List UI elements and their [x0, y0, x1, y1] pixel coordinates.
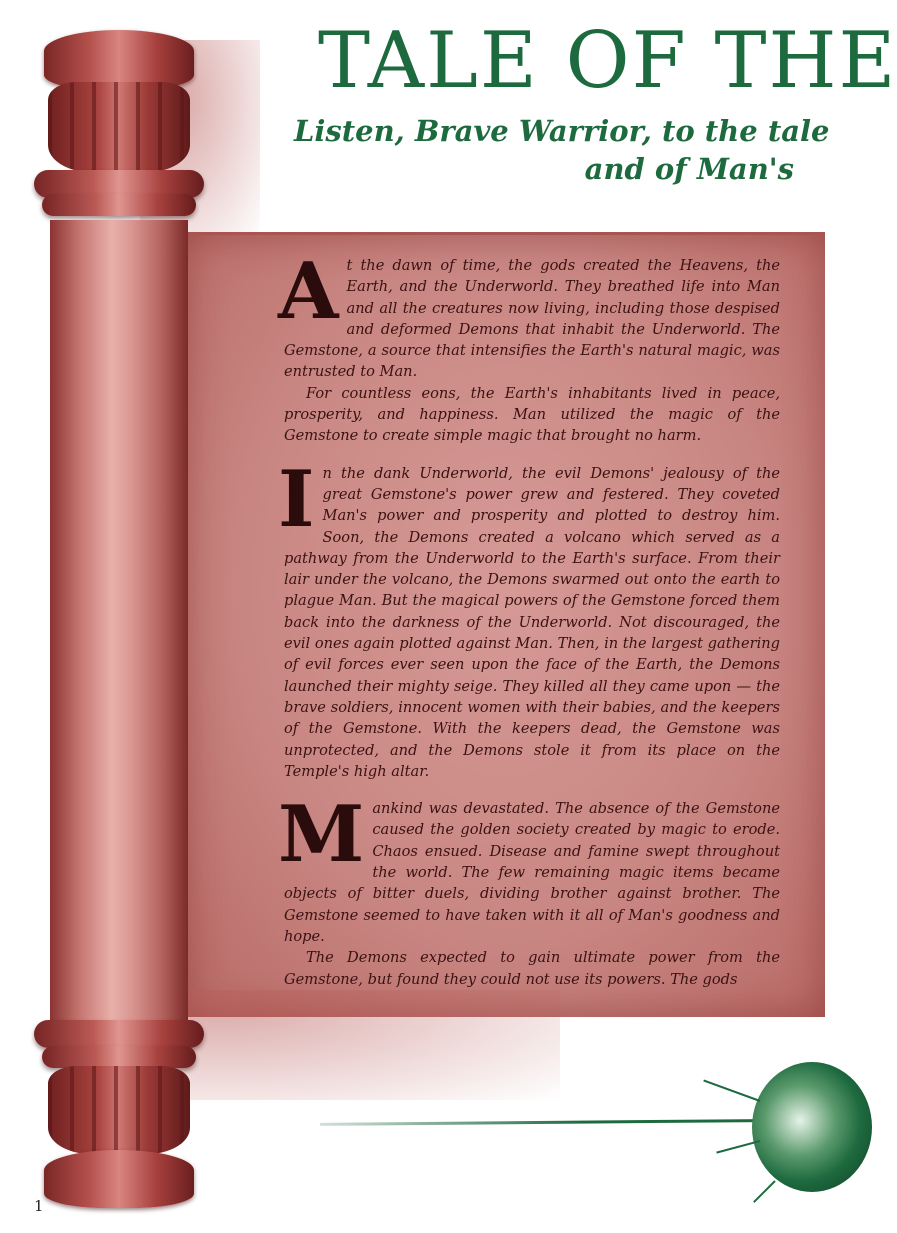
page-number: 1: [34, 1197, 44, 1215]
scroll-column-illustration: [34, 30, 204, 1215]
column-bottom-base: [48, 1066, 190, 1154]
column-bottom-ring: [34, 1020, 204, 1048]
dropcap-a: A: [278, 246, 339, 337]
story-text: [278, 246, 780, 990]
paragraph-3: In the dank Underworld, the evil Demons' jealousy of the great Gemstone's power grew and festered. They coveted Man's power and prosperity and plotted to destroy him. Soon, the Demons created a volcano which served as a pathway from the Underworld to the Earth's surface. From their lair under the volcano, the Demons swarmed out onto the earth to plague Man. But the magical powers of the Gemstone forced them back into the darkness of the Underworld. Not discouraged, the evil ones again plotted against Man. Then, in the largest gathering of evil forces ever seen upon the face of the Earth, the Demons launched their mighty seige. They killed all they came upon — the brave soldiers, innocent women with their babies, and the keepers of the Gemstone. With the keepers dead, the Gemstone was unprotected, and the Demons stole it from its place on the Temple's high altar.: [278, 453, 780, 780]
column-bottom-ring-inner: [42, 1046, 196, 1068]
column-shaft: [50, 220, 188, 1050]
gem-ray: [753, 1180, 776, 1203]
paragraph-5: The Demons expected to gain ultimate power from the Gemstone, but found they could not use its powers. The gods: [284, 949, 780, 988]
column-top-capital: [48, 82, 190, 172]
page-subtitle: [294, 112, 830, 188]
decorative-green-line: [320, 1119, 760, 1126]
paragraph-2: For countless eons, the Earth's inhabitants lived in peace, prosperity, and happiness. Man utilized the magic of the Gemstone to create simple magic that brought no harm.: [284, 384, 780, 445]
column-top-knob: [44, 30, 194, 90]
subtitle-line-1: Listen, Brave Warrior, to the tale: [294, 114, 830, 148]
paragraph-1: At the dawn of time, the gods created the Heavens, the Earth, and the Underworld. They breathed life into Man and all the creatures now living, including those despised and deformed Demons that inhabit the Underworld. The Gemstone, a source that intensifies the Earth's natural magic, was entrusted to Man.: [278, 246, 780, 381]
column-bottom-knob: [44, 1150, 194, 1208]
gemstone-illustration: [752, 1062, 872, 1192]
subtitle-line-2: and of Man's: [584, 152, 794, 186]
column-top-ring-inner: [42, 194, 196, 216]
gem-ray: [716, 1140, 760, 1154]
dropcap-m: M: [278, 789, 365, 881]
page-title: TALE OF THE: [318, 16, 897, 106]
dropcap-i: I: [278, 453, 315, 545]
paragraph-4: Mankind was devastated. The absence of the Gemstone caused the golden society created by magic to erode. Chaos ensued. Disease and famine swept throughout the world. The few remaining magic items became objects of bitter duels, dividing brother against brother. The Gemstone seemed to have taken with it all of Man's goodness and hope.: [278, 789, 780, 945]
gem-ray: [703, 1080, 760, 1102]
